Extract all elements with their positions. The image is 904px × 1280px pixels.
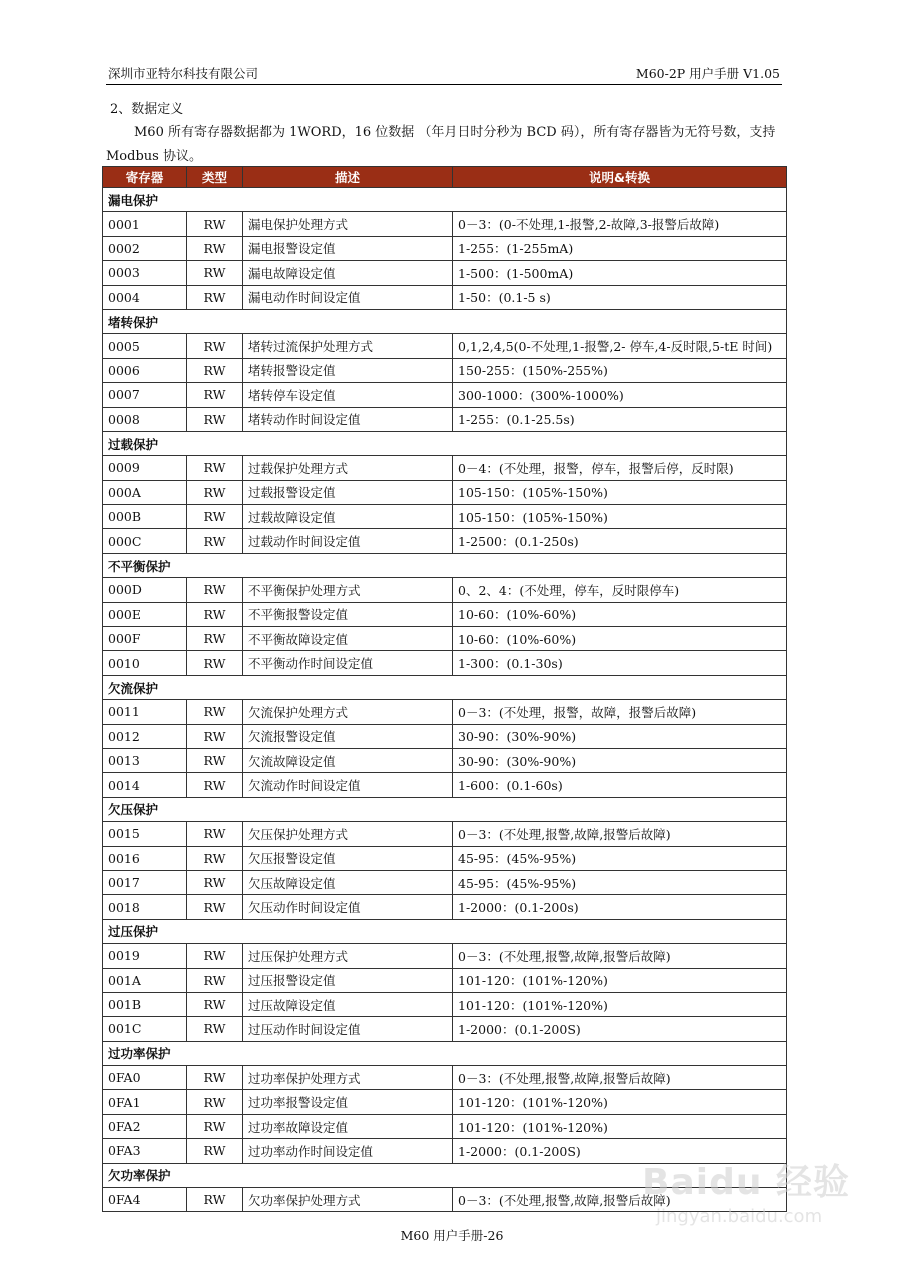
type-cell: RW [187,992,243,1016]
notes-cell: 10-60：(10%-60%) [453,627,787,651]
header-description: 描述 [243,167,453,188]
table-row [103,700,787,724]
type-cell: RW [187,895,243,919]
description-cell: 欠压保护处理方式 [243,822,453,846]
type-cell: RW [187,944,243,968]
table-row [103,602,787,626]
register-cell: 0010 [103,651,187,675]
group-title: 欠压保护 [103,797,787,821]
watermark-url: jingyan.baidu.com [656,1206,823,1227]
notes-cell: 150-255：(150%-255%) [453,358,787,382]
type-cell: RW [187,1066,243,1090]
notes-cell: 45-95：(45%-95%) [453,846,787,870]
notes-cell: 45-95：(45%-95%) [453,870,787,894]
notes-cell: 1-500：(1-500mA) [453,261,787,285]
type-cell: RW [187,748,243,772]
section-title: 2、数据定义 [110,102,184,117]
register-cell: 001B [103,992,187,1016]
register-cell: 0018 [103,895,187,919]
description-cell: 过功率保护处理方式 [243,1066,453,1090]
table-row [103,529,787,553]
type-cell: RW [187,529,243,553]
notes-cell: 0－3：(不处理,报警,故障,报警后故障) [453,822,787,846]
table-row [103,968,787,992]
description-cell: 堵转动作时间设定值 [243,407,453,431]
description-cell: 不平衡报警设定值 [243,602,453,626]
group-title: 欠功率保护 [103,1163,787,1187]
header-notes: 说明&转换 [453,167,787,188]
register-cell: 0005 [103,334,187,358]
type-cell: RW [187,1114,243,1138]
description-cell: 欠功率保护处理方式 [243,1188,453,1212]
type-cell: RW [187,870,243,894]
intro-paragraph: M60 所有寄存器数据都为 1WORD，16 位数据 （年月日时分秒为 BCD 码），所有寄存器皆为无符号数，支持 Modbus 协议。 [106,125,776,164]
register-cell: 0015 [103,822,187,846]
notes-cell: 0－4：(不处理，报警，停车，报警后停，反时限) [453,456,787,480]
table-row [103,236,787,260]
register-cell: 0FA0 [103,1066,187,1090]
notes-cell: 10-60：(10%-60%) [453,602,787,626]
type-cell: RW [187,822,243,846]
type-cell: RW [187,1139,243,1163]
register-cell: 0FA3 [103,1139,187,1163]
description-cell: 过压保护处理方式 [243,944,453,968]
notes-cell: 1-2000：(0.1-200S) [453,1017,787,1041]
table-row [103,261,787,285]
description-cell: 欠流动作时间设定值 [243,773,453,797]
notes-cell: 1-255：(0.1-25.5s) [453,407,787,431]
register-cell: 0013 [103,748,187,772]
notes-cell: 300-1000：(300%-1000%) [453,383,787,407]
register-cell: 0014 [103,773,187,797]
table-row [103,456,787,480]
description-cell: 过压报警设定值 [243,968,453,992]
notes-cell: 1-50：(0.1-5 s) [453,285,787,309]
table-row [103,992,787,1016]
type-cell: RW [187,285,243,309]
notes-cell: 0,1,2,4,5(0-不处理,1-报警,2- 停车,4-反时限,5-tE 时间) [453,334,787,358]
group-row [103,553,787,577]
table-row [103,846,787,870]
table-row [103,773,787,797]
group-title: 堵转保护 [103,309,787,333]
register-cell: 001A [103,968,187,992]
notes-cell: 101-120：(101%-120%) [453,992,787,1016]
register-cell: 0016 [103,846,187,870]
group-row [103,919,787,943]
group-row [103,309,787,333]
type-cell: RW [187,1090,243,1114]
notes-cell: 105-150：(105%-150%) [453,480,787,504]
description-cell: 过压故障设定值 [243,992,453,1016]
register-cell: 0007 [103,383,187,407]
type-cell: RW [187,383,243,407]
notes-cell: 0－3：(0-不处理,1-报警,2-故障,3-报警后故障) [453,212,787,236]
watermark-logo: Baidu 经验 [642,1162,851,1203]
register-cell: 000C [103,529,187,553]
table-header-row [103,167,787,188]
page-header [106,62,782,85]
table-row [103,334,787,358]
notes-cell: 0－3：(不处理,报警,故障,报警后故障) [453,944,787,968]
description-cell: 欠压故障设定值 [243,870,453,894]
type-cell: RW [187,700,243,724]
group-title: 过压保护 [103,919,787,943]
type-cell: RW [187,773,243,797]
type-cell: RW [187,236,243,260]
group-row [103,1041,787,1065]
table-row [103,407,787,431]
description-cell: 过功率动作时间设定值 [243,1139,453,1163]
description-cell: 欠流保护处理方式 [243,700,453,724]
group-title: 过功率保护 [103,1041,787,1065]
notes-cell: 1-255：(1-255mA) [453,236,787,260]
group-row [103,797,787,821]
register-cell: 000D [103,578,187,602]
type-cell: RW [187,602,243,626]
register-cell: 0019 [103,944,187,968]
register-cell: 0006 [103,358,187,382]
notes-cell: 0－3：(不处理，报警，故障，报警后故障) [453,700,787,724]
register-cell: 000B [103,505,187,529]
type-cell: RW [187,480,243,504]
notes-cell: 1-300：(0.1-30s) [453,651,787,675]
type-cell: RW [187,627,243,651]
type-cell: RW [187,1017,243,1041]
table-row [103,870,787,894]
table-row [103,1017,787,1041]
notes-cell: 0－3：(不处理,报警,故障,报警后故障) [453,1066,787,1090]
watermark [636,1148,866,1248]
register-cell: 0FA4 [103,1188,187,1212]
register-table [102,166,787,1212]
type-cell: RW [187,724,243,748]
description-cell: 堵转停车设定值 [243,383,453,407]
register-cell: 0FA1 [103,1090,187,1114]
header-type: 类型 [187,167,243,188]
group-title: 漏电保护 [103,188,787,212]
description-cell: 不平衡保护处理方式 [243,578,453,602]
description-cell: 漏电动作时间设定值 [243,285,453,309]
manual-title: M60-2P 用户手册 V1.05 [635,66,780,81]
header-register: 寄存器 [103,167,187,188]
description-cell: 欠压报警设定值 [243,846,453,870]
notes-cell: 101-120：(101%-120%) [453,1090,787,1114]
type-cell: RW [187,456,243,480]
group-row [103,188,787,212]
description-cell: 漏电故障设定值 [243,261,453,285]
description-cell: 漏电保护处理方式 [243,212,453,236]
group-row [103,431,787,455]
notes-cell: 1-600：(0.1-60s) [453,773,787,797]
notes-cell: 1-2000：(0.1-200s) [453,895,787,919]
table-row [103,944,787,968]
description-cell: 不平衡动作时间设定值 [243,651,453,675]
register-cell: 0001 [103,212,187,236]
type-cell: RW [187,846,243,870]
group-title: 欠流保护 [103,675,787,699]
page-footer: M60 用户手册-26 [400,1228,504,1243]
notes-cell: 101-120：(101%-120%) [453,1114,787,1138]
description-cell: 过载报警设定值 [243,480,453,504]
description-cell: 过载保护处理方式 [243,456,453,480]
type-cell: RW [187,334,243,358]
notes-cell: 30-90：(30%-90%) [453,748,787,772]
notes-cell: 101-120：(101%-120%) [453,968,787,992]
type-cell: RW [187,651,243,675]
type-cell: RW [187,1188,243,1212]
notes-cell: 1-2500：(0.1-250s) [453,529,787,553]
type-cell: RW [187,358,243,382]
description-cell: 欠流故障设定值 [243,748,453,772]
description-cell: 欠流报警设定值 [243,724,453,748]
type-cell: RW [187,407,243,431]
table-row [103,505,787,529]
register-cell: 0004 [103,285,187,309]
description-cell: 过功率故障设定值 [243,1114,453,1138]
group-row [103,675,787,699]
register-cell: 0008 [103,407,187,431]
description-cell: 欠压动作时间设定值 [243,895,453,919]
table-row [103,724,787,748]
type-cell: RW [187,261,243,285]
company-name: 深圳市亚特尔科技有限公司 [108,66,259,81]
type-cell: RW [187,578,243,602]
table-row [103,358,787,382]
group-title: 不平衡保护 [103,553,787,577]
register-cell: 0003 [103,261,187,285]
register-cell: 000F [103,627,187,651]
description-cell: 过压动作时间设定值 [243,1017,453,1041]
table-row [103,822,787,846]
table-row [103,383,787,407]
table-row [103,285,787,309]
register-cell: 0012 [103,724,187,748]
register-cell: 000A [103,480,187,504]
table-body [103,188,787,1212]
register-cell: 0009 [103,456,187,480]
table-row [103,578,787,602]
table-row [103,748,787,772]
table-row [103,895,787,919]
group-title: 过载保护 [103,431,787,455]
description-cell: 堵转报警设定值 [243,358,453,382]
register-cell: 0017 [103,870,187,894]
register-cell: 001C [103,1017,187,1041]
notes-cell: 1-2000：(0.1-200S) [453,1139,787,1163]
notes-cell: 30-90：(30%-90%) [453,724,787,748]
notes-cell: 0－3：(不处理,报警,故障,报警后故障) [453,1188,787,1212]
table-row [103,1114,787,1138]
table-row [103,1090,787,1114]
description-cell: 堵转过流保护处理方式 [243,334,453,358]
description-cell: 漏电报警设定值 [243,236,453,260]
type-cell: RW [187,505,243,529]
table-row [103,651,787,675]
register-cell: 000E [103,602,187,626]
type-cell: RW [187,968,243,992]
description-cell: 过功率报警设定值 [243,1090,453,1114]
table-row [103,1066,787,1090]
table-row [103,212,787,236]
register-cell: 0FA2 [103,1114,187,1138]
table-row [103,627,787,651]
type-cell: RW [187,212,243,236]
register-cell: 0002 [103,236,187,260]
register-cell: 0011 [103,700,187,724]
description-cell: 不平衡故障设定值 [243,627,453,651]
description-cell: 过载动作时间设定值 [243,529,453,553]
table-row [103,480,787,504]
notes-cell: 0、2、4：(不处理，停车，反时限停车) [453,578,787,602]
notes-cell: 105-150：(105%-150%) [453,505,787,529]
description-cell: 过载故障设定值 [243,505,453,529]
